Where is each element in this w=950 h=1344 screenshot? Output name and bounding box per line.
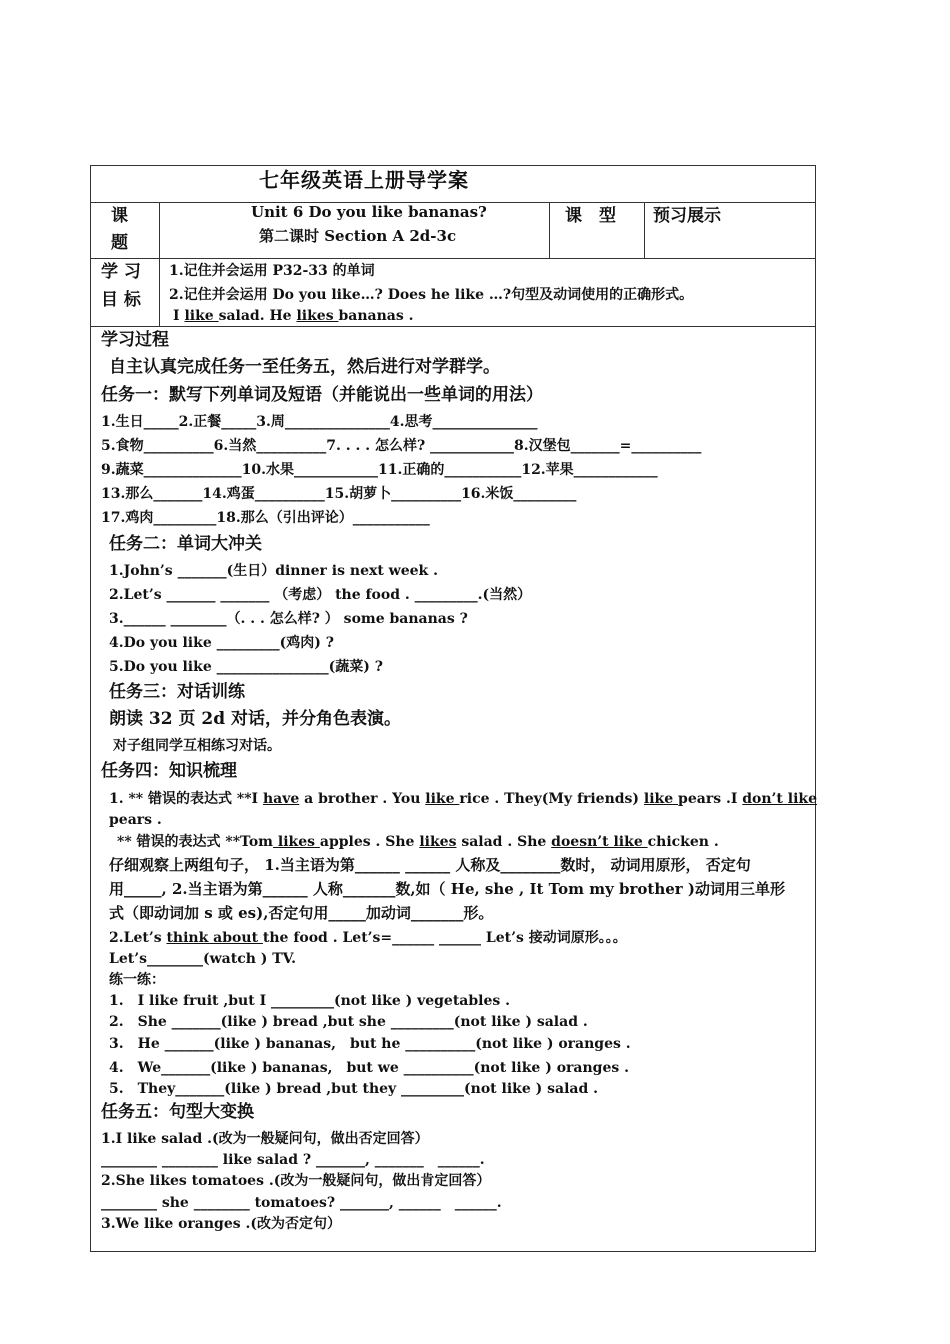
task3-line: 朗读 32 页 2d 对话，并分角色表演。	[109, 709, 402, 729]
task2-line: 1.John’s _______(生日）dinner is next week .	[109, 563, 438, 579]
practice-label: 练一练：	[109, 972, 165, 988]
task5-line: ________ ________ like salad ? _______, _______ ______.	[101, 1152, 485, 1168]
task1-line: 9.蔬菜______________10.水果____________11.正确的___________12.苹果____________	[101, 462, 658, 478]
task2-line: 3.______ ________（. . . 怎么样? ） some bananas ?	[109, 611, 468, 627]
process-heading: 学习过程	[101, 330, 169, 350]
goal-example: I like salad. He likes bananas .	[173, 308, 414, 324]
task4-observe: 仔细观察上两组句子， 1.当主语为第______ ______ 人称及________数时， 动词用原形， 否定句	[109, 856, 751, 874]
task5-heading: 任务五：句型大变换	[101, 1102, 254, 1122]
topic-label: 题	[111, 233, 128, 253]
task4-example-1-cont: pears .	[109, 812, 162, 828]
goal-item: 1.记住并会运用 P32-33 的单词	[169, 263, 375, 279]
practice-item: 4. We_______(like ) bananas, but we __________(not like ) oranges .	[109, 1060, 629, 1076]
task4-observe: 用_____, 2.当主语为第______ 人称_______数,如（ He, she , It Tom my brother )动词用三单形	[109, 880, 786, 898]
task5-line: 1.I like salad .(改为一般疑问句，做出否定回答）	[101, 1131, 429, 1147]
goals-label: 学 习	[101, 262, 141, 282]
process-intro: 自主认真完成任务一至任务五，然后进行对学群学。	[109, 357, 500, 377]
task4-example-2: ** 错误的表达式 **Tom likes apples . She likes salad . She doesn’t like chicken .	[117, 834, 719, 850]
row-divider	[91, 326, 815, 327]
task5-line: 3.We like oranges .(改为否定句）	[101, 1216, 342, 1232]
practice-item: 1. I like fruit ,but I _________(not like ) vegetables .	[109, 993, 511, 1009]
task2-line: 2.Let’s _______ _______ （考虑） the food . _________.(当然）	[109, 587, 532, 603]
task4-observe: 式（即动词加 s 或 es),否定句用_____加动词_______形。	[109, 904, 494, 922]
practice-item: 2. She _______(like ) bread ,but she _________(not like ) salad .	[109, 1014, 588, 1030]
column-divider	[159, 202, 160, 326]
task4-heading: 任务四：知识梳理	[101, 761, 237, 781]
goal-item: 2.记住并会运用 Do you like…? Does he like …?句型及动词使用的正确形式。	[169, 287, 694, 303]
page-title: 七年级英语上册导学案	[259, 168, 469, 192]
row-divider	[91, 258, 815, 259]
column-divider	[644, 202, 645, 258]
worksheet	[90, 165, 816, 1252]
task3-line: 对子组同学互相练习对话。	[113, 738, 281, 754]
goals-label: 目 标	[101, 290, 141, 310]
task1-line: 13.那么_______14.鸡蛋__________15.胡萝卜__________16.米饭_________	[101, 486, 577, 502]
task4-letus: 2.Let’s think about the food . Let’s=______ ______ Let’s 接动词原形。。。	[109, 930, 627, 946]
task2-heading: 任务二：单词大冲关	[109, 534, 262, 554]
task4-example-1: 1. ** 错误的表达式 **I have a brother . You like rice . They(My friends) like pears .I don’t like	[109, 791, 818, 807]
topic-label: 课	[111, 206, 128, 226]
type-label: 课 型	[565, 206, 616, 226]
task1-line: 5.食物__________6.当然__________7. . . . 怎么样? ____________8.汉堡包_______=__________	[101, 438, 702, 454]
topic-unit: Unit 6 Do you like bananas?	[251, 203, 487, 221]
practice-item: 5. They_______(like ) bread ,but they _________(not like ) salad .	[109, 1081, 599, 1097]
task5-line: ________ she ________ tomatoes? _______, ______ ______.	[101, 1195, 502, 1211]
task5-line: 2.She likes tomatoes .(改为一般疑问句，做出肯定回答）	[101, 1173, 491, 1189]
type-value: 预习展示	[653, 206, 721, 226]
task2-line: 4.Do you like _________(鸡肉) ?	[109, 635, 334, 651]
task1-line: 1.生日_____2.正餐_____3.周_______________4.思考_______________	[101, 414, 538, 430]
task4-letus-2: Let’s________(watch ) TV.	[109, 951, 296, 967]
topic-section: 第二课时 Section A 2d-3c	[259, 227, 457, 245]
task1-heading: 任务一：默写下列单词及短语（并能说出一些单词的用法）	[101, 385, 543, 405]
task2-line: 5.Do you like ________________(蔬菜) ?	[109, 659, 383, 675]
task1-line: 17.鸡肉_________18.那么（引出评论）___________	[101, 510, 430, 526]
task3-heading: 任务三：对话训练	[109, 682, 245, 702]
practice-item: 3. He _______(like ) bananas, but he __________(not like ) oranges .	[109, 1036, 631, 1052]
column-divider	[549, 202, 550, 258]
